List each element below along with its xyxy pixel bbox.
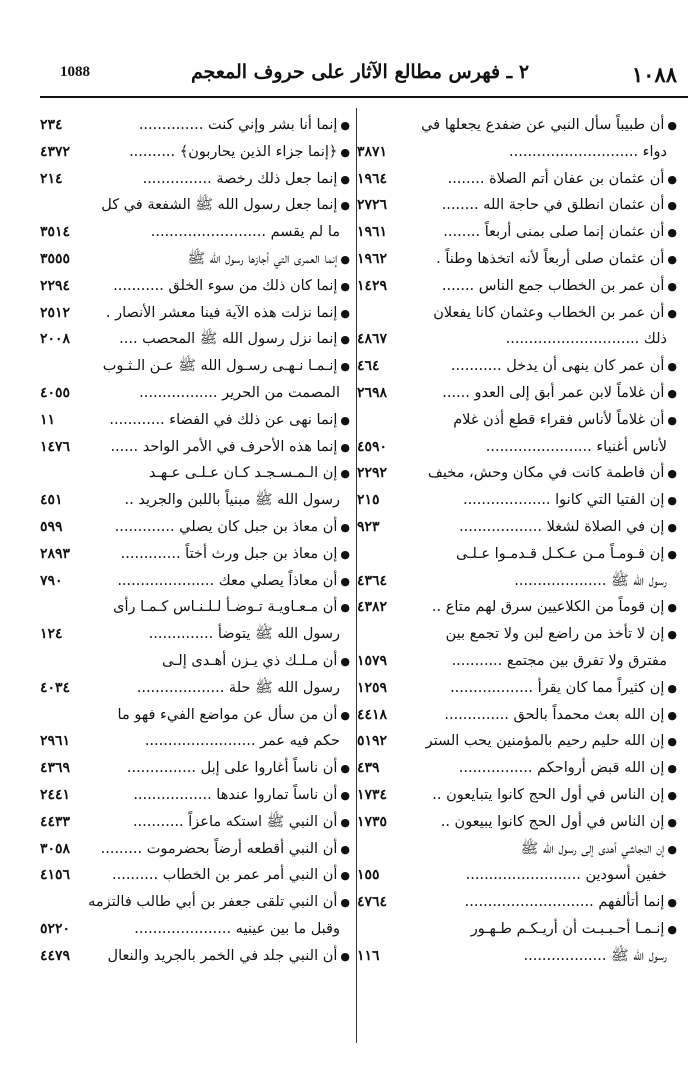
entry-number: ٢٦٩٨ (357, 384, 388, 401)
bullet-icon: ● (340, 520, 350, 534)
entry-number: ١٧٣٥ (357, 813, 388, 830)
entry-text (113, 594, 350, 622)
index-entry (40, 728, 350, 755)
page-title: ٢ ـ فهرس مطالع الآثار على حروف المعجم (190, 61, 530, 83)
entry-label: أن معاذاً يصلي معك ..................... (117, 572, 338, 589)
bullet-icon: ● (340, 574, 350, 588)
entry-number: ١٩٦٢ (357, 250, 388, 267)
entry-number: ١١ (40, 411, 56, 428)
entry-label: أن طبيباً سأل النبي عن ضفدع يجعلها في (421, 117, 665, 133)
entry-number: ١٢٥٩ (357, 679, 388, 696)
entry-number: ٤٧٦٤ (357, 894, 388, 911)
index-entry (357, 460, 677, 487)
entry-label: أن من سأل عن مواضع الفيء فهو ما (117, 706, 338, 723)
entry-label: أن معاذ بن جبل كان يصلي ............. (114, 518, 338, 535)
bullet-icon: ● (340, 413, 350, 427)
entry-number: ٥٢٢٠ (40, 920, 71, 937)
entry-number: ٤٦٤ (357, 358, 380, 375)
entry-text (426, 728, 677, 756)
entry-label: رسول الله ﷺ حلة ................... (136, 679, 340, 696)
bullet-icon: ● (667, 226, 677, 240)
entry-text (134, 916, 340, 943)
entry-text (432, 782, 677, 810)
index-entry (40, 460, 350, 487)
entry-label: ذلك ............................. (505, 331, 667, 348)
entry-number: ٥١٩٢ (357, 733, 388, 750)
bullet-icon: ● (667, 119, 677, 132)
entry-label: أن عثمان بن عفان أتم الصلاة ........ (447, 170, 665, 187)
bullet-icon: ● (340, 119, 350, 132)
entry-text (133, 782, 350, 810)
entry-number: ٢٢٩٤ (40, 277, 71, 294)
entry-number: ٤٥١ (40, 492, 63, 509)
index-entry (40, 192, 350, 219)
entry-label: إنما نزلت هذه الآية فينا معشر الأنصار . (105, 304, 338, 321)
entry-text (442, 273, 677, 301)
entry-label: إنـمـا أحـبـبـت أن أريـكـم طـهـور (470, 920, 665, 937)
entry-text (113, 273, 350, 301)
bullet-icon: ● (667, 735, 677, 749)
entry-label: إن في الصلاة لشغلا .................. (459, 518, 665, 535)
entry-text (127, 755, 350, 783)
index-entry (357, 326, 677, 353)
entry-label: إنما نزل رسول الله ﷺ المحصب .... (119, 331, 338, 348)
entry-number: ١٥٧٩ (357, 652, 388, 669)
entry-number: ٧٩٠ (40, 572, 63, 589)
entry-label: إن الناس في أول الحج كانوا يبيعون .. (440, 813, 665, 830)
entry-label: إنما العمرى التي أجازها رسول الله ﷺ (187, 250, 338, 267)
bullet-icon: ● (667, 386, 677, 400)
index-entry (40, 675, 350, 702)
bullet-icon: ● (340, 252, 350, 266)
entry-label: أن غلاماً لأناس فقراء قطع أذن غلام (453, 411, 665, 428)
index-entry (357, 246, 677, 273)
entry-label: إن الله بعث محمداً بالحق .............. (444, 706, 665, 723)
index-entry (40, 541, 350, 568)
entry-label: أن عثمان إنما صلى بمنى أربعاً ........ (443, 224, 665, 241)
bullet-icon: ● (340, 172, 350, 186)
entry-text (452, 648, 667, 675)
entry-number: ٤٨٦٧ (357, 331, 388, 348)
entry-number: ٣٥١٤ (40, 224, 71, 241)
bullet-icon: ● (667, 628, 677, 642)
entry-text (436, 246, 677, 274)
bullet-icon: ● (667, 708, 677, 722)
bullet-icon: ● (340, 279, 350, 293)
bullet-icon: ● (667, 601, 677, 615)
entry-label: رسول الله ﷺ مبنياً باللبن والجريد .. (124, 492, 340, 509)
entry-label: إنما هذه الأحرف في الأمر الواحد ...... (110, 438, 338, 455)
entry-text (441, 809, 677, 837)
index-entry (357, 541, 677, 568)
entry-label: أن عمر كان ينهى أن يدخل ........... (450, 358, 665, 375)
entry-number: ١٥٥ (357, 867, 380, 884)
entry-label: أن عثمان انطلق في حاجة الله ........ (441, 197, 665, 214)
entry-text (108, 943, 350, 971)
entry-label: إنما أنا بشر وإني كنت .............. (138, 117, 338, 133)
index-entry (40, 219, 350, 246)
entry-label: إن قوماً من الكلاعيين سرق لهم متاع .. (431, 599, 665, 616)
index-entry (40, 755, 350, 782)
entry-text (451, 353, 677, 381)
index-entry (357, 192, 677, 219)
index-entry (357, 916, 677, 943)
left-column (40, 112, 350, 970)
entry-text (446, 621, 677, 649)
entry-number: ٤٤٣٣ (40, 813, 71, 830)
entry-text (88, 889, 350, 917)
bullet-icon: ● (667, 922, 677, 936)
entry-text (117, 568, 350, 596)
bullet-icon: ● (340, 601, 350, 615)
entry-number: ٩٢٣ (357, 518, 380, 535)
entry-label: رسول الله ﷺ .................. (523, 947, 667, 964)
entry-number: ٢١٥ (357, 492, 380, 509)
entry-number: ١٩٦٤ (357, 170, 388, 187)
entry-text (125, 487, 340, 514)
entry-text (101, 192, 350, 220)
index-entry (40, 862, 350, 889)
entry-number: ٢٩٦١ (40, 733, 71, 750)
bullet-icon: ● (340, 440, 350, 454)
entry-text (486, 434, 667, 461)
page-number-latin: 1088 (60, 64, 90, 80)
index-entry (357, 889, 677, 916)
entry-number: ٣٥٥٥ (40, 250, 71, 267)
index-entry (357, 514, 677, 541)
entry-text (466, 862, 667, 889)
bullet-icon: ● (667, 494, 677, 508)
entry-label: إن الفتيا التي كانوا ................... (462, 492, 665, 509)
bullet-icon: ● (667, 199, 677, 213)
entry-text (188, 246, 350, 274)
entry-label: وقبل ما بين عينيه ..................... (134, 920, 340, 937)
entry-label: خفين أسودين ......................... (465, 867, 667, 884)
entry-text (444, 702, 677, 730)
index-entry (40, 594, 350, 621)
index-entry (357, 809, 677, 836)
entry-text (133, 809, 350, 837)
bullet-icon: ● (667, 172, 677, 186)
bullet-icon: ● (667, 360, 677, 374)
entry-label: أن النبي أمر عمر بن الخطاب .......... (112, 867, 338, 884)
entry-number: ٥٩٩ (40, 518, 63, 535)
bullet-icon: ● (667, 413, 677, 427)
entry-text (506, 326, 667, 353)
entry-label: أن مـلـك ذي يـزن أهـدى إلـى (161, 652, 338, 669)
entry-text (521, 836, 677, 864)
index-entry (40, 943, 350, 970)
bullet-icon: ● (340, 842, 350, 856)
index-entry (40, 621, 350, 648)
entry-text (139, 380, 340, 407)
entry-number: ٤٠٣٤ (40, 679, 71, 696)
index-entry (40, 889, 350, 916)
entry-text (145, 728, 340, 755)
entry-number: ٤١٥٦ (40, 867, 71, 884)
bullet-icon: ● (667, 681, 677, 695)
entry-label: أن النبي جلد في الخمر بالجريد والنعال (107, 947, 338, 964)
entry-number: ٤٤١٨ (357, 706, 388, 723)
entry-number: ٢٠٠٨ (40, 331, 71, 348)
entry-label: دواء ............................ (509, 143, 667, 160)
index-entry (40, 407, 350, 434)
entry-text (115, 514, 350, 542)
entry-label: أن فاطمة كانت في مكان وحش، مخيف (427, 465, 665, 482)
index-entry (357, 219, 677, 246)
entry-text (103, 353, 350, 381)
entry-text (509, 139, 667, 166)
index-entry (40, 139, 350, 166)
index-entry (40, 568, 350, 595)
entry-text (433, 300, 677, 328)
entry-text (162, 648, 350, 676)
entry-label: إن الناس في أول الحج كانوا يتبايعون .. (432, 786, 665, 803)
entry-number: ٤٣٦٩ (40, 760, 71, 777)
entry-text (143, 166, 350, 194)
entry-label: إنما جعل رسول الله ﷺ الشفعة في كل (101, 197, 338, 214)
bullet-icon: ● (340, 869, 350, 883)
entry-text (448, 166, 677, 194)
entry-text (129, 139, 350, 167)
entry-number: ٢٧٢٦ (357, 197, 388, 214)
bullet-icon: ● (340, 654, 350, 668)
entry-text (109, 407, 350, 435)
entry-label: إنما أتألفهم ............................ (464, 894, 665, 911)
entry-text (149, 621, 340, 648)
bullet-icon: ● (340, 788, 350, 802)
entry-text (428, 460, 677, 488)
entry-label: المصمت من الحرير ................. (139, 384, 340, 401)
index-entry (40, 648, 350, 675)
index-entry (40, 916, 350, 943)
index-entry (357, 407, 677, 434)
entry-text (442, 192, 677, 220)
index-entry (357, 943, 677, 970)
bullet-icon: ● (340, 762, 350, 776)
entry-number: ٢٨٩٣ (40, 545, 71, 562)
index-entry (40, 702, 350, 729)
entry-text (514, 568, 667, 595)
entry-number: ١٢٤ (40, 626, 63, 643)
entry-label: إن النجاشي أهدى إلى رسول الله ﷺ (520, 840, 665, 857)
bullet-icon: ● (667, 520, 677, 534)
index-entry (357, 675, 677, 702)
entry-label: أن ناساً تماروا عندها ................. (133, 786, 338, 803)
index-entry (40, 300, 350, 327)
index-entry (40, 836, 350, 863)
entry-number: ٢٤٤١ (40, 786, 71, 803)
bullet-icon: ● (667, 842, 677, 856)
bullet-icon: ● (340, 896, 350, 910)
entry-text (442, 380, 677, 408)
entry-text (101, 836, 350, 864)
bullet-icon: ● (667, 467, 677, 481)
entry-label: إن الـمـسـجـد كـان عـلـى عـهـد (148, 465, 338, 482)
index-entry (40, 112, 350, 139)
bullet-icon: ● (340, 467, 350, 481)
index-entry (357, 353, 677, 380)
entry-number: ١٤٢٩ (357, 277, 388, 294)
entry-number: ٤٥٩٠ (357, 438, 388, 455)
entry-number: ٤٣٦٤ (357, 572, 388, 589)
entry-text (421, 112, 677, 140)
index-entry (40, 166, 350, 193)
index-entry (357, 594, 677, 621)
entry-number: ٢٢٩٢ (357, 465, 388, 482)
index-entry (40, 809, 350, 836)
entry-number: ٤٤٧٩ (40, 947, 71, 964)
bullet-icon: ● (340, 360, 350, 374)
entry-text (465, 889, 677, 917)
entry-number: ٢٥١٢ (40, 304, 71, 321)
entry-label: إن كثيراً مما كان يقرأ .................. (450, 679, 665, 696)
index-entry (357, 782, 677, 809)
entry-text (121, 541, 350, 569)
entry-text (119, 326, 350, 354)
entry-text (106, 300, 350, 328)
entry-label: حكم فيه عمر ........................ (144, 733, 340, 750)
bullet-icon: ● (667, 306, 677, 320)
bullet-icon: ● (340, 199, 350, 213)
index-entry (40, 326, 350, 353)
entry-label: أن عمر بن الخطاب جمع الناس ....... (441, 277, 665, 294)
entry-label: ﴿إنما جزاء الذين يحاربون﴾ .......... (129, 143, 338, 160)
index-entry (357, 728, 677, 755)
index-entry (357, 862, 677, 889)
index-entry (40, 434, 350, 461)
entry-text (118, 702, 350, 730)
index-entry (357, 648, 677, 675)
bullet-icon: ● (340, 145, 350, 159)
entry-label: إنما نهى عن ذلك في الفضاء ............ (109, 411, 338, 428)
entry-label: رسول الله ﷺ يتوضأ .............. (148, 626, 340, 643)
entry-text (151, 219, 340, 246)
page-number-arabic: ١٠٨٨ (631, 62, 677, 87)
entry-number: ٣٠٥٨ (40, 840, 71, 857)
index-entry (357, 380, 677, 407)
entry-text (459, 514, 677, 542)
bullet-icon: ● (667, 279, 677, 293)
entry-number: ١٩٦١ (357, 224, 388, 241)
index-entry (40, 246, 350, 273)
bullet-icon: ● (667, 547, 677, 561)
entry-text (149, 460, 350, 488)
index-entry (357, 166, 677, 193)
entry-label: أن غلاماً لابن عمر أبق إلى العدو ...... (442, 384, 665, 401)
entry-label: أن عمر بن الخطاب وعثمان كانا يفعلان (433, 304, 665, 321)
entry-label: إنما جعل ذلك رخصة ............... (142, 170, 338, 187)
entry-number: ١١٦ (357, 947, 380, 964)
entry-text (110, 434, 350, 462)
entry-number: ٢١٤ (40, 170, 63, 187)
bullet-icon: ● (340, 949, 350, 963)
index-entry (357, 487, 677, 514)
entry-label: لأناس أغنياء ....................... (485, 438, 667, 455)
entry-label: رسول الله ﷺ .................... (514, 572, 667, 589)
header-rule (40, 96, 688, 98)
bullet-icon: ● (340, 547, 350, 561)
entry-label: إن الله قبض أرواحكم ................ (458, 760, 665, 777)
index-entry (357, 139, 677, 166)
index-entry (40, 514, 350, 541)
index-entry (357, 112, 677, 139)
index-entry (40, 380, 350, 407)
entry-label: أن النبي أقطعه أرضاً بحضرموت ......... (100, 840, 338, 857)
entry-text (471, 916, 677, 944)
right-column (357, 112, 677, 970)
entry-number: ٣٨٧١ (357, 143, 388, 160)
entry-text (137, 675, 340, 702)
entry-label: إنـمـا نـهـى رسـول الله ﷺ عـن الـثـوب (102, 358, 338, 375)
bullet-icon: ● (667, 788, 677, 802)
entry-label: أن عثمان صلى أربعاً لأنه اتخذها وطناً . (436, 250, 665, 267)
index-entry (357, 621, 677, 648)
bullet-icon: ● (340, 815, 350, 829)
entry-number: ٤٠٥٥ (40, 384, 71, 401)
entry-number: ٤٣٧٢ (40, 143, 71, 160)
entry-label: إن معاذ بن جبل ورث أختاً ............. (120, 545, 338, 562)
entry-label: أن مـعـاويـة تـوضـأ لـلـنـاس كـمـا رأى (113, 599, 338, 616)
bullet-icon: ● (340, 708, 350, 722)
entry-text (112, 862, 350, 890)
index-entry (357, 836, 677, 863)
entry-text (139, 112, 350, 140)
index-entry (357, 755, 677, 782)
entry-text (459, 755, 677, 783)
entry-number: ٤٣٨٢ (357, 599, 388, 616)
index-entry (40, 782, 350, 809)
bullet-icon: ● (667, 252, 677, 266)
index-entry (357, 273, 677, 300)
entry-text (463, 487, 677, 515)
index-entry (357, 434, 677, 461)
entry-label: أن النبي ﷺ استكه ماعزاً ........... (132, 813, 338, 830)
entry-label: ما لم يقسم ......................... (150, 224, 340, 241)
bullet-icon: ● (340, 306, 350, 320)
bullet-icon: ● (667, 896, 677, 910)
entry-number: ٢٣٤ (40, 117, 63, 133)
entry-text (524, 943, 668, 970)
entry-text (432, 594, 677, 622)
index-entry (40, 353, 350, 380)
entry-label: مفترق ولا تفرق بين مجتمع ........... (451, 652, 667, 669)
entry-label: أن النبي تلقى جعفر بن أبي طالب فالتزمه (88, 894, 338, 911)
index-entry (357, 702, 677, 729)
entry-label: أن ناساً أغاروا على إبل ............... (126, 760, 338, 777)
index-entry (357, 568, 677, 595)
entry-number: ١٤٧٦ (40, 438, 71, 455)
entry-text (456, 541, 677, 569)
entry-label: إنما كان ذلك من سوء الخلق ........... (113, 277, 338, 294)
index-entry (40, 487, 350, 514)
entry-text (453, 407, 677, 435)
bullet-icon: ● (340, 333, 350, 347)
entry-number: ٤٣٩ (357, 760, 380, 777)
entry-number: ١٧٣٤ (357, 786, 388, 803)
bullet-icon: ● (667, 815, 677, 829)
entry-text (450, 675, 677, 703)
index-entry (357, 300, 677, 327)
bullet-icon: ● (667, 762, 677, 776)
entry-label: إن الله حليم رحيم بالمؤمنين يحب الستر (425, 733, 665, 750)
entry-label: إن لا تأخذ من راضع لبن ولا تجمع بين (445, 626, 665, 643)
entry-label: إن قـومـاً مـن عـكـل قـدمـوا عـلـى (456, 545, 665, 562)
entry-text (443, 219, 677, 247)
index-entry (40, 273, 350, 300)
